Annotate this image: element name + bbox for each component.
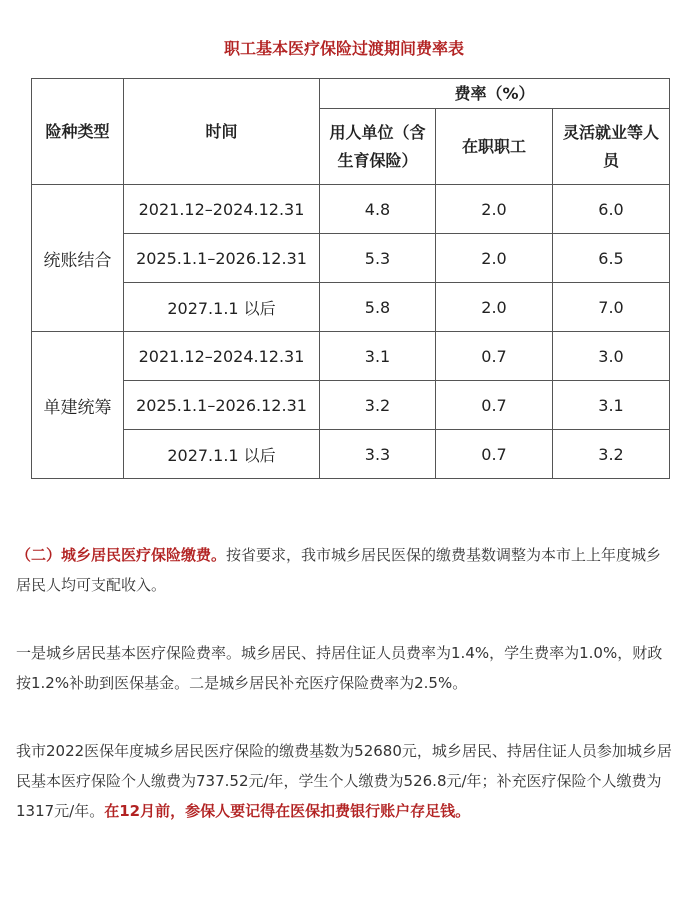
paragraph-text: 一是城乡居民基本医疗保险费率。城乡居民、持居住证人员费率为1.4%，学生费率为1.0%，财政按1.2%补助到医保基金。二是城乡居民补充医疗保险费率为2.5%。 bbox=[16, 644, 663, 692]
cell-employer: 3.3 bbox=[320, 430, 436, 479]
cell-time: 2025.1.1–2026.12.31 bbox=[124, 234, 320, 283]
header-employee: 在职职工 bbox=[436, 109, 553, 185]
cell-flexible: 3.2 bbox=[553, 430, 670, 479]
table-row bbox=[32, 185, 670, 234]
cell-flexible: 6.5 bbox=[553, 234, 670, 283]
group-name: 单建统筹 bbox=[32, 332, 124, 479]
cell-time: 2027.1.1 以后 bbox=[124, 283, 320, 332]
rate-paragraph bbox=[16, 638, 676, 698]
cell-flexible: 6.0 bbox=[553, 185, 670, 234]
header-rate: 费率（%） bbox=[320, 79, 670, 109]
table-row bbox=[32, 332, 670, 381]
rate-table bbox=[31, 78, 670, 479]
cell-employee: 0.7 bbox=[436, 381, 553, 430]
header-employer: 用人单位（含生育保险） bbox=[320, 109, 436, 185]
header-time: 时间 bbox=[124, 79, 320, 185]
residents-insurance-paragraph bbox=[16, 540, 676, 600]
cell-time: 2021.12–2024.12.31 bbox=[124, 185, 320, 234]
cell-time: 2027.1.1 以后 bbox=[124, 430, 320, 479]
cell-employer: 3.1 bbox=[320, 332, 436, 381]
cell-employee: 0.7 bbox=[436, 430, 553, 479]
table-row bbox=[32, 234, 670, 283]
cell-employer: 4.8 bbox=[320, 185, 436, 234]
cell-time: 2021.12–2024.12.31 bbox=[124, 332, 320, 381]
cell-employer: 5.3 bbox=[320, 234, 436, 283]
cell-flexible: 3.0 bbox=[553, 332, 670, 381]
table-row bbox=[32, 381, 670, 430]
reminder-highlight: 在12月前，参保人要记得在医保扣费银行账户存足钱。 bbox=[104, 802, 471, 820]
cell-employee: 2.0 bbox=[436, 234, 553, 283]
cell-flexible: 3.1 bbox=[553, 381, 670, 430]
section-heading: （二）城乡居民医疗保险缴费。 bbox=[16, 546, 227, 564]
cell-employee: 0.7 bbox=[436, 332, 553, 381]
paragraph-text: 我市2022医保年度城乡居民医疗保险的缴费基数为52680元，城乡居民、持居住证人员参加城乡居民基本医疗保险个人缴费为737.52元/年，学生个人缴费为526.8元/年；补充医疗保险个人缴费为1317元/年。 bbox=[16, 742, 672, 820]
cell-employer: 3.2 bbox=[320, 381, 436, 430]
group-name: 统账结合 bbox=[32, 185, 124, 332]
cell-employer: 5.8 bbox=[320, 283, 436, 332]
page-title: 职工基本医疗保险过渡期间费率表 bbox=[223, 39, 464, 58]
cell-time: 2025.1.1–2026.12.31 bbox=[124, 381, 320, 430]
header-flexible: 灵活就业等人员 bbox=[553, 109, 670, 185]
contribution-paragraph bbox=[16, 736, 676, 826]
cell-flexible: 7.0 bbox=[553, 283, 670, 332]
table-row bbox=[32, 283, 670, 332]
paragraph-text: 按省要求，我市城乡居民医保的缴费基数调整为本市上上年度城乡居民人均可支配收入。 bbox=[16, 546, 662, 594]
table-row bbox=[32, 430, 670, 479]
cell-employee: 2.0 bbox=[436, 185, 553, 234]
header-insurance-type: 险种类型 bbox=[32, 79, 124, 185]
cell-employee: 2.0 bbox=[436, 283, 553, 332]
